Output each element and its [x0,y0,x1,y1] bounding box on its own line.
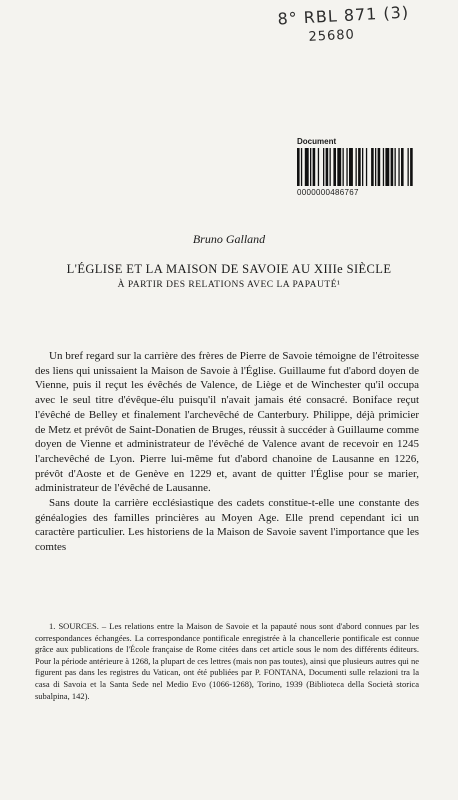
barcode-bar [305,148,309,186]
article-subtitle: À PARTIR DES RELATIONS AVEC LA PAPAUTÉ¹ [117,280,341,290]
barcode-bar [362,148,363,186]
article-author: Bruno Galland [192,232,266,246]
body-paragraph-1: Un bref regard sur la carrière des frères de Pierre de Savoie témoigne de l'étroitesse des liens qui unissaient la Maison de Savoie à l'Église. Guillaume fut d'abord doyen de Vienne, puis il reçut les évêchés de Valence, de Liège et de Winchester qu'il occupa avec le seul titre d'évêque-élu puisqu'il n'avait jamais été consacré. Boniface reçut l'évêché de Belley et finalement l'archevêché de Canterbury. Philippe, déjà primicier de Metz et prévôt de Saint-Donatien de Bruges, réussit à succéder à Guillaume comme doyen de Vienne et administrateur de l'évêché de Valence avant de recevoir en 1245 l'archevêché de Lyon. Pierre lui-même fut d'abord chanoine de Lausanne en 1226, prévôt d'Aoste et de Genève en 1229 et, avant de quitter l'Église pour se marier, administrateur de l'évêché de Lausanne. [35,350,419,495]
barcode-bar [310,148,311,186]
barcode-bar [297,148,300,186]
barcode-bar [375,148,376,186]
barcode-bar [366,148,367,186]
barcode-bar [385,148,389,186]
footnote-block [35,621,419,702]
shelfmark-line-2: 25680 [308,27,356,45]
footnote-1: 1. SOURCES. – Les relations entre la Maison de Savoie et la papauté nous sont d'abord connues par les correspondances échangées. La correspondance pontificale enregistrée à la chancellerie pontificale est connue grâce aux publications de l'École française de Rome citées dans cet article sous le nom des différents éditeurs. Pour la période antérieure à 1268, la plupart de ces lettres (mais non pas toutes), ainsi que plusieurs autres qui ne figurent pas dans les registres du Vatican, ont été publiées par P. FONTANA, Documenti sulle relazioni tra la casa di Savoia et la Santa Sede nel Medio Evo (1066-1268), Torino, 1939 (Biblioteca della Società storica subalpina, 142). [35,621,419,701]
barcode-bar [337,148,341,186]
barcode-sticker [297,137,452,197]
barcode-bar [391,148,394,186]
barcode-bar [383,148,384,186]
article-title: L'ÉGLISE ET LA MAISON DE SAVOIE AU XIIIe SIÈCLE [66,262,392,276]
barcode-bar [410,148,413,186]
barcode-bar [395,148,396,186]
article-body [35,349,419,555]
barcode-bar [349,148,353,186]
barcode-number: 0000000486767 [297,188,359,197]
barcode-bars [297,148,447,186]
barcode-bar [346,148,347,186]
barcode-bar [378,148,381,186]
barcode-bar [358,148,361,186]
barcode-bar [398,148,399,186]
barcode-bar [323,148,324,186]
barcode-bar [401,148,404,186]
barcode-bar [343,148,344,186]
barcode-bar [408,148,409,186]
body-paragraph-2: Sans doute la carrière ecclésiastique des cadets constitue-t-elle une constante des généalogies des familles princières au Moyen Age. Elle prend cependant ici un caractère particulier. Les historiens de la Maison de Savoie savent l'importance que les comtes [35,497,419,554]
barcode-bar [333,148,336,186]
barcode-bar [313,148,316,186]
barcode-bar [326,148,329,186]
handwritten-shelfmark [277,3,411,50]
barcode-bar [301,148,302,186]
shelfmark-line-1: 8° RBL 871 (3) [277,2,410,29]
barcode-bar [356,148,357,186]
barcode-bar [371,148,374,186]
barcode-label: Document [297,137,337,146]
barcode-bar [330,148,331,186]
barcode-bar [318,148,319,186]
